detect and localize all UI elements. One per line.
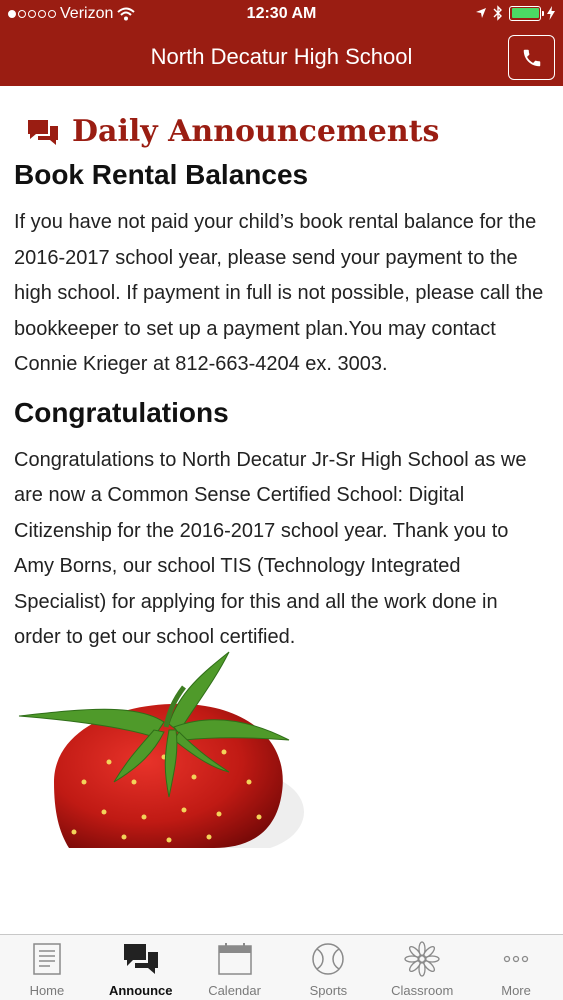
status-right	[475, 5, 555, 21]
status-bar	[0, 0, 563, 30]
top-bar	[0, 0, 563, 86]
location-arrow-icon	[475, 7, 487, 19]
tab-announce[interactable]	[94, 935, 188, 1000]
tab-label: More	[501, 983, 531, 998]
announcement-body: If you have not paid your child’s book rental balance for the 2016-2017 school year, please send your payment to the high school. If payment in full is not possible, please call the bookkeeper to set up a payment plan.You may contact Connie Krieger at 812-663-4204 ex. 3003.	[14, 211, 544, 375]
carrier-label: Verizon	[60, 5, 114, 22]
announcement-image	[14, 632, 314, 848]
tab-more[interactable]	[469, 935, 563, 1000]
chat-bubbles-icon	[122, 942, 160, 976]
strawberry-image	[14, 632, 314, 848]
tab-calendar[interactable]	[188, 935, 282, 1000]
document-icon	[30, 942, 64, 976]
tab-bar	[0, 934, 563, 1000]
tab-label: Calendar	[208, 983, 261, 998]
section-header	[14, 114, 549, 149]
tab-label: Announce	[108, 983, 173, 998]
page-title: North Decatur High School	[150, 44, 413, 69]
status-time: 12:30 AM	[246, 5, 317, 22]
tab-label: Home	[29, 983, 65, 998]
more-dots-icon	[499, 942, 533, 976]
announcement-title: Book Rental Balances	[14, 159, 309, 190]
calendar-icon	[217, 942, 253, 976]
section-title: Daily Announcements	[72, 114, 440, 149]
announcement-body: Congratulations to North Decatur Jr-Sr High School as we are now a Common Sense Certified School: Digital Citizenship for the 2016-2017 school year. Thank you to Amy Borns, our school TIS (Technology Integrated Specialist) for applying for this and all the work done in order to get our school certified.	[14, 448, 527, 648]
ball-icon	[311, 942, 345, 976]
tab-sports[interactable]	[281, 935, 375, 1000]
charging-icon	[547, 6, 555, 20]
tab-label: Classroom	[391, 983, 454, 998]
chat-bubbles-icon	[26, 118, 60, 146]
call-button[interactable]	[508, 35, 555, 80]
announcement-title: Congratulations	[14, 396, 229, 428]
phone-icon	[521, 47, 543, 69]
flower-icon	[404, 941, 440, 977]
tab-home[interactable]	[0, 935, 94, 1000]
bluetooth-icon	[493, 5, 503, 21]
tab-label: Sports	[309, 983, 348, 998]
tab-classroom[interactable]	[375, 935, 469, 1000]
battery-icon	[509, 6, 541, 21]
